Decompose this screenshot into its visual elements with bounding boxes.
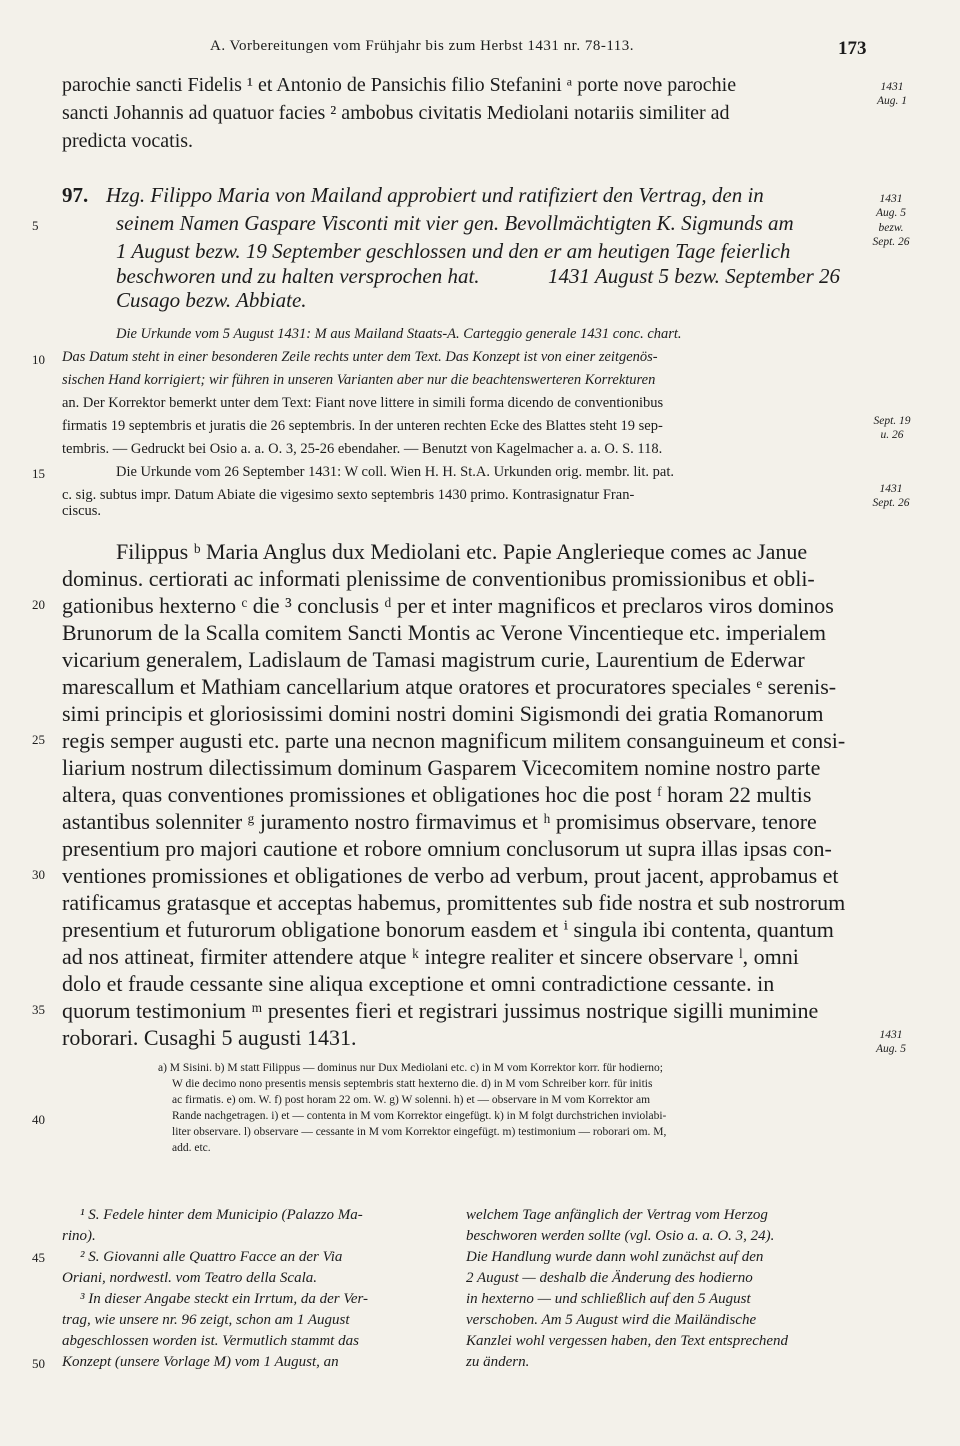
text-line: Brunorum de la Scalla comitem Sancti Montis ac Verone Vincentieque etc. imperialem [62, 620, 826, 645]
margin-date: 1431 Sept. 26 [872, 483, 910, 510]
regest-line: beschworen und zu halten versprochen hat. [116, 264, 480, 288]
running-title: A. Vorbereitungen vom Frühjahr bis zum Herbst 1431 nr. 78-113. [210, 38, 635, 54]
footnote-line: Oriani, nordwestl. vom Teatro della Scala. [62, 1270, 317, 1286]
text-line: simi principis et gloriosissimi domini nostri domini Sigismondi dei gratia Romanorum [62, 701, 824, 726]
variant-line: add. etc. [172, 1142, 211, 1154]
text-line: vicarium generalem, Ladislaum de Tamasi magistrum curie, Laurentium de Ederwar [62, 647, 805, 672]
line-number: 5 [32, 218, 39, 233]
note-line: tembris. — Gedruckt bei Osio a. a. O. 3, 25-26 ebendaher. — Benutzt von Kagelmacher a. a. O. S. 118. [62, 441, 663, 457]
footnote-line: Kanzlei wohl vergessen haben, den Text entsprechend [466, 1333, 789, 1349]
line-number: 15 [32, 466, 45, 481]
note-line: Die Urkunde vom 5 August 1431: M aus Mailand Staats-A. Carteggio generale 1431 conc. chart. [116, 326, 682, 342]
footnote-line: Konzept (unsere Vorlage M) vom 1 August, an [62, 1354, 339, 1370]
text-line: quorum testimonium ᵐ presentes fieri et registrari jussimus nostrique sigilli munimine [62, 998, 819, 1023]
footnote-line: trag, wie unsere nr. 96 zeigt, schon am 1 August [62, 1312, 350, 1328]
intro-line: sancti Johannis ad quatuor facies ² ambobus civitatis Mediolani notariis similiter ad [62, 102, 730, 124]
text-line: presentium et futurorum obligatione bonorum easdem et ⁱ singula ibi contenta, quantum [62, 917, 834, 942]
note-line: Das Datum steht in einer besonderen Zeile rechts unter dem Text. Das Konzept ist von einer zeitgenös- [62, 349, 658, 365]
text-line: dolo et fraude cessante sine aliqua exceptione et omni contradictione cessante. in [62, 971, 775, 996]
line-number: 30 [32, 867, 45, 882]
line-number: 40 [32, 1112, 45, 1127]
variant-line: Rande nachgetragen. i) et — contenta in M vom Korrektor eingefügt. k) in M folgt durchstrichen inviolabi- [172, 1110, 667, 1122]
variant-line: W die decimo nono presentis mensis septembris statt hexterno die. d) in M vom Schreiber korr. für initis [172, 1078, 653, 1090]
text-line: roborari. Cusaghi 5 augusti 1431. [62, 1025, 357, 1050]
note-line: c. sig. subtus impr. Datum Abiate die vigesimo sexto septembris 1430 primo. Kontrasignatur Fran- [62, 487, 635, 503]
footnote-line: ³ In dieser Angabe steckt ein Irrtum, da der Ver- [80, 1291, 369, 1307]
footnote-line: beschworen werden sollte (vgl. Osio a. a. O. 3, 24). [466, 1228, 775, 1244]
margin-date: 1431 Aug. 5 bezw. Sept. 26 [872, 193, 910, 249]
text-line: dominus. certiorati ac informati plenissime de conventionibus promissionibus et obli- [62, 566, 815, 591]
text-line: gationibus hexterno ᶜ die ³ conclusis ᵈ per et inter magnificos et preclaros viros dominos [62, 593, 834, 618]
regest-line: seinem Namen Gaspare Visconti mit vier gen. Bevollmächtigten K. Sigmunds am [116, 211, 794, 235]
line-number: 50 [32, 1356, 45, 1371]
text-line: liarium nostrum dilectissimum dominum Gasparem Vicecomitem nomine nostro parte [62, 755, 821, 780]
footnote-line: ¹ S. Fedele hinter dem Municipio (Palazzo Ma- [80, 1207, 363, 1223]
variant-line: a) M Sisini. b) M statt Filippus — dominus nur Dux Mediolani etc. c) in M vom Korrektor korr. für hodierno; [158, 1062, 663, 1074]
margin-date: 1431 Aug. 1 [876, 81, 908, 108]
variant-line: liter observare. l) observare — cessante in M vom Korrektor eingefügt. m) testimonium — roborari om. M, [172, 1126, 667, 1138]
margin-date: 1431 Aug. 5 [875, 1029, 907, 1056]
text-line: marescallum et Mathiam cancellarium atque oratores et procuratores speciales ᵉ serenis- [62, 674, 837, 699]
footnote-line: 2 August — deshalb die Änderung des hodierno [466, 1270, 753, 1286]
text-line: altera, quas conventiones promissiones et obligationes hoc die post ᶠ horam 22 multis [62, 782, 812, 807]
text-line: Filippus ᵇ Maria Anglus dux Mediolani etc. Papie Anglerieque comes ac Janue [116, 539, 808, 564]
footnote-line: welchem Tage anfänglich der Vertrag vom Herzog [466, 1207, 768, 1223]
margin-date: Sept. 19 u. 26 [873, 415, 911, 442]
footnote-line: rino). [62, 1228, 96, 1244]
footnote-line: zu ändern. [466, 1354, 530, 1370]
text-line: ad nos attineat, firmiter attendere atque ᵏ integre realiter et sincere observare ˡ, omni [62, 944, 799, 969]
variant-line: ac firmatis. e) om. W. f) post horam 22 om. W. g) W solenni. h) et — observare in M vom Korrektor am [172, 1094, 651, 1106]
intro-line: parochie sancti Fidelis ¹ et Antonio de Pansichis filio Stefanini ᵃ porte nove parochie [62, 74, 737, 96]
note-line: Die Urkunde vom 26 September 1431: W coll. Wien H. H. St.A. Urkunden orig. membr. lit. pat. [116, 464, 674, 480]
footnote-line: in hexterno — und schließlich auf den 5 August [466, 1291, 751, 1307]
text-line: astantibus solenniter ᵍ juramento nostro firmavimus et ʰ promisimus observare, tenore [62, 809, 817, 834]
text-line: ratificamus gratasque et acceptas habemus, promittentes sub fide nostra et sub nostrorum [62, 890, 846, 915]
line-number: 45 [32, 1250, 45, 1265]
note-line: ciscus. [62, 503, 102, 519]
footnote-line: ² S. Giovanni alle Quattro Facce an der Via [80, 1249, 343, 1265]
text-line: ventiones promissiones et obligationes de verbo ad verbum, prout jacent, approbamus et [62, 863, 839, 888]
regest-date: 1431 August 5 bezw. September 26 [548, 264, 841, 288]
regest-line: Cusago bezw. Abbiate. [116, 288, 307, 312]
intro-line: predicta vocatis. [62, 130, 194, 152]
regest-line: 1 August bezw. 19 September geschlossen und den er am heutigen Tage feierlich [116, 239, 791, 263]
line-number: 25 [32, 732, 45, 747]
regest-line: Hzg. Filippo Maria von Mailand approbiert und ratifiziert den Vertrag, den in [106, 183, 764, 207]
note-line: firmatis 19 septembris et juratis die 26 septembris. In der unteren rechten Ecke des Blattes steht 19 sep- [62, 418, 663, 434]
footnote-line: verschoben. Am 5 August wird die Mailändische [466, 1312, 757, 1328]
line-number: 10 [32, 352, 45, 367]
line-number: 20 [32, 597, 45, 612]
page-number: 173 [838, 38, 867, 59]
line-number: 35 [32, 1002, 45, 1017]
footnote-line: Die Handlung wurde dann wohl zunächst auf den [466, 1249, 764, 1265]
note-line: an. Der Korrektor bemerkt unter dem Text: Fiant nove littere in simili forma dicendo de conventionibus [62, 395, 664, 411]
footnote-line: abgeschlossen worden ist. Vermutlich stammt das [62, 1333, 359, 1349]
text-line: regis semper augusti etc. parte una necnon magnificum militem consanguineum et consi- [62, 728, 846, 753]
note-line: sischen Hand korrigiert; wir führen in unseren Varianten aber nur die beachtenswerteren Korrekturen [62, 372, 656, 388]
document-number: 97. [62, 183, 89, 207]
text-line: presentium pro majori cautione et robore omnium conclusorum ut supra illas ipsas con- [62, 836, 832, 861]
